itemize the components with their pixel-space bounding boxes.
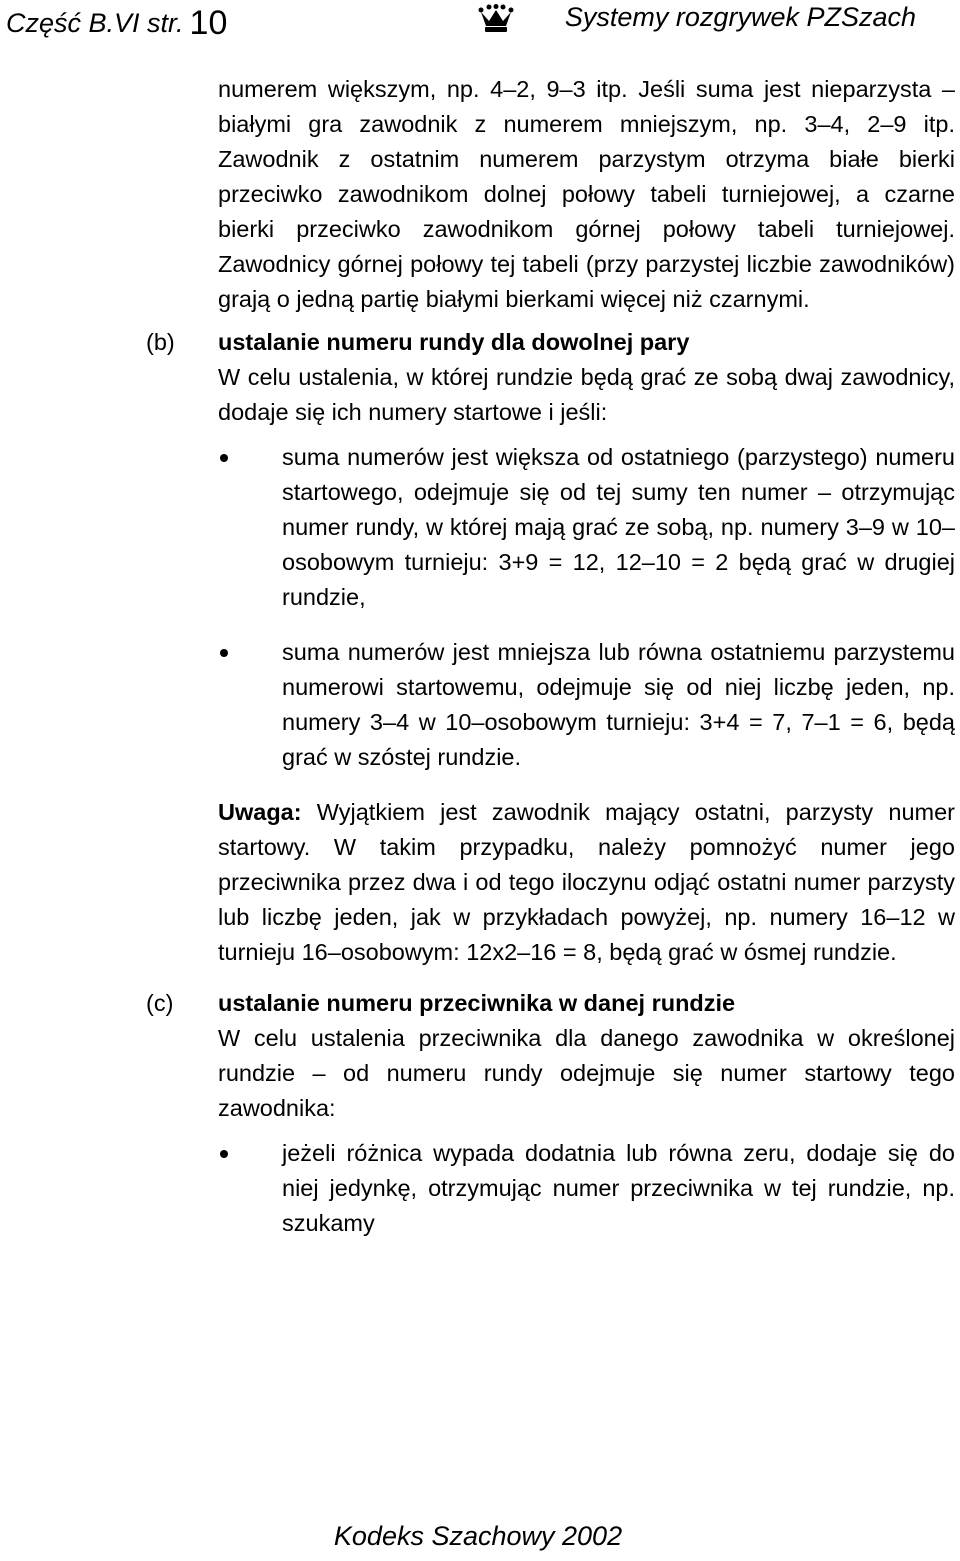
section-b-list — [218, 440, 955, 775]
header-part-text: Część B.VI str. — [6, 8, 184, 38]
page-header — [0, 0, 960, 40]
section-c — [146, 986, 955, 1241]
bullet-icon — [220, 1150, 228, 1158]
bullet-icon — [220, 454, 228, 462]
intro-paragraph: numerem większym, np. 4–2, 9–3 itp. Jeśli suma jest nieparzysta – białymi gra zawodnik z numerem mniejszym, np. 3–4, 2–9 itp. Zawodnik z ostatnim numerem parzystym otrzyma białe bierki przeciwko zawodnikom dolnej połowy tabeli turniejowej, a czarne bierki przeciwko zawodnikom górnej połowy tabeli turniejowej. Zawodnicy górnej połowy tej tabeli (przy parzystej liczbie zawodników) grają o jedną partię białymi bierkami więcej niż czarnymi. — [218, 76, 955, 312]
header-title: Systemy rozgrywek PZSzach — [564, 2, 916, 32]
header-page-number: 10 — [189, 4, 228, 42]
list-item-text: jeżeli różnica wypada dodatnia lub równa zeru, dodaje się do niej jedynkę, otrzymując numer przeciwnika w tej rundzie, np. szukamy — [282, 1140, 955, 1236]
list-item-text: suma numerów jest mniejsza lub równa ostatniemu parzystemu numerowi startowemu, odejmuje się od niej liczbę jeden, np. numery 3–4 w 10–osobowym turnieju: 3+4 = 7, 7–1 = 6, będą grać w szóstej rundzie. — [282, 639, 955, 770]
note-label: Uwaga: — [218, 799, 302, 825]
bullet-icon — [220, 649, 228, 657]
section-b-note — [218, 795, 955, 970]
section-b-intro: W celu ustalenia, w której rundzie będą grać ze sobą dwaj zawodnicy, dodaje się ich numery startowe i jeśli: — [218, 364, 955, 425]
list-item — [218, 440, 955, 615]
section-b — [146, 325, 955, 970]
list-item — [218, 635, 955, 775]
note-text: Wyjątkiem jest zawodnik mający ostatni, parzysty numer startowy. W takim przypadku, należy pomnożyć numer jego przeciwnika przez dwa i od tego iloczynu odjąć ostatni numer parzysty lub liczbę jeden, jak w przykładach powyżej, np. numery 16–12 w turnieju 16–osobowym: 12x2–16 = 8, będą grać w ósmej rundzie. — [218, 799, 955, 965]
section-b-title: ustalanie numeru rundy dla dowolnej pary — [218, 329, 690, 355]
section-b-mark: (b) — [146, 329, 175, 355]
footer-text: Kodeks Szachowy 2002 — [333, 1521, 623, 1551]
section-c-title: ustalanie numeru przeciwnika w danej rundzie — [218, 990, 736, 1016]
list-item-text: suma numerów jest większa od ostatniego (parzystego) numeru startowego, odejmuje się od tej sumy ten numer – otrzymując numer rundy, w której mają grać ze sobą, np. numery 3–9 w 10–osobowym turnieju: 3+9 = 12, 12–10 = 2 będą grać w drugiej rundzie, — [282, 444, 955, 610]
list-item — [218, 1136, 955, 1241]
header-section-label — [6, 2, 227, 41]
section-c-intro: W celu ustalenia przeciwnika dla danego zawodnika w określonej rundzie – od numeru rundy odejmuje się numer startowy tego zawodnika: — [218, 1025, 955, 1121]
chess-queen-icon — [478, 4, 514, 34]
page-footer — [0, 1521, 960, 1552]
section-c-list — [218, 1136, 955, 1241]
document-body — [146, 72, 955, 1261]
section-c-mark: (c) — [146, 990, 174, 1016]
